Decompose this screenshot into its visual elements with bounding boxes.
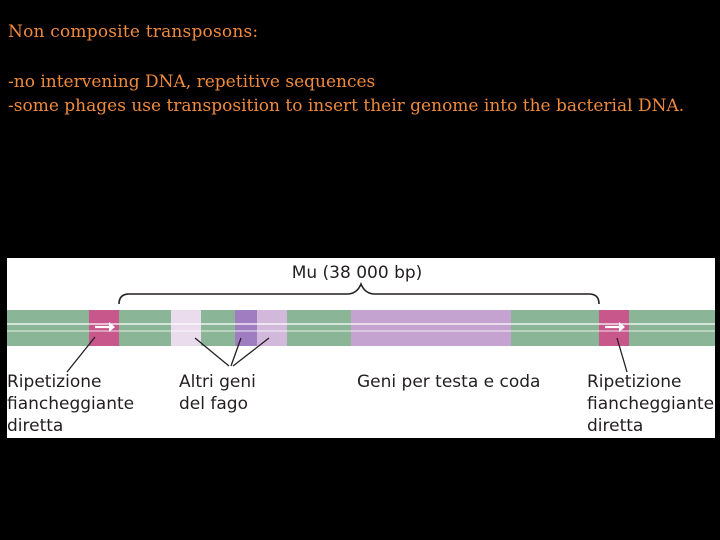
other-genes-label: Altri geni del fago xyxy=(179,372,256,414)
slide-title: Non composite transposons: xyxy=(8,22,259,42)
head-tail-genes xyxy=(351,310,511,346)
host-dna-right xyxy=(629,310,715,346)
mu-bracket xyxy=(119,284,599,304)
mu-label: Mu (38 000 bp) xyxy=(291,263,423,283)
host-dna-left xyxy=(7,310,89,346)
left-repeat-label: Ripetizione fiancheggiante diretta xyxy=(7,372,135,436)
other-gene-dark xyxy=(235,310,257,346)
phage-segment xyxy=(201,310,235,346)
other-gene-light xyxy=(171,310,201,346)
phage-segment xyxy=(119,310,171,346)
transposon-diagram xyxy=(7,258,715,438)
diagram-canvas xyxy=(7,258,715,438)
bullet-list xyxy=(8,70,708,118)
bullet-item: -no intervening DNA, repetitive sequences xyxy=(8,72,376,92)
phage-segment xyxy=(287,310,351,346)
right-repeat-label: Ripetizione fiancheggiante diretta xyxy=(587,372,715,436)
head-tail-label: Geni per testa e coda xyxy=(357,372,541,392)
phage-segment xyxy=(511,310,599,346)
other-gene-mid xyxy=(257,310,287,346)
bullet-item: -some phages use transposition to insert their genome into the bacterial DNA. xyxy=(8,96,685,116)
